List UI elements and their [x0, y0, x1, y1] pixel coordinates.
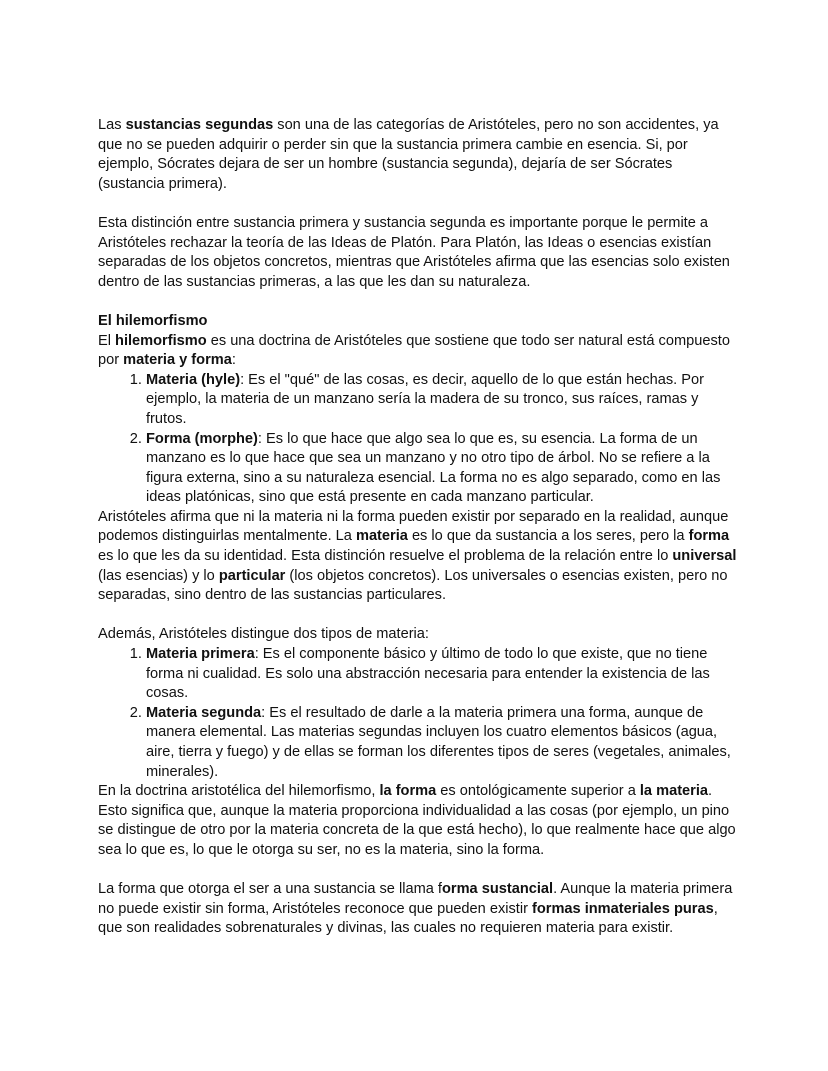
- paragraph-gap: [98, 606, 740, 626]
- paragraph-tipos-de-materia: Además, Aristóteles distingue dos tipos de materia:: [98, 626, 429, 643]
- paragraph-materia-forma-inseparables: Aristóteles afirma que ni la materia ni la forma pueden existir por separado en la realidad, aunque podemos distinguirlas mentalmente. La materia es lo que da sustancia a los seres, pero la forma es lo que les da su identidad. Esta distinción resuelve el problema de la relación entre lo universal (las esencias) y lo particular (los objetos concretos). Los universales o esencias existen, pero no separadas, sino dentro de las sustancias particulares.: [98, 508, 737, 604]
- paragraph-forma-superior: En la doctrina aristotélica del hilemorfismo, la forma es ontológicamente superior a la materia. Esto significa que, aunque la materia proporciona individualidad a las cosas (por ejemplo, un pino se distingue de otro por la materia concreta de la que está hecho), lo que realmente hace que algo sea lo que es, lo que le otorga su ser, no es la materia, sino la forma.: [98, 783, 736, 858]
- list-tipos-de-materia: [98, 645, 740, 782]
- paragraph-sustancias-segundas: Las sustancias segundas son una de las categorías de Aristóteles, pero no son accidentes, ya que no se pueden adquirir o perder sin que la sustancia primera cambie en esencia. Si, por ejemplo, Sócrates dejara de ser un hombre (sustancia segunda), dejaría de ser Sócrates (sustancia primera).: [98, 117, 719, 192]
- paragraph-forma-sustancial: La forma que otorga el ser a una sustancia se llama forma sustancial. Aunque la materia primera no puede existir sin forma, Aristóteles reconoce que pueden existir formas inmateriales puras, que son realidades sobrenaturales y divinas, las cuales no requieren materia para existir.: [98, 881, 733, 937]
- list-item-materia-hyle: 1. Materia (hyle): Es el "qué" de las cosas, es decir, aquello de lo que están hechas. Por ejemplo, la materia de un manzano sería la madera de su tronco, sus raíces, ramas y frutos.: [146, 371, 740, 430]
- list-item-forma-morphe: 2. Forma (morphe): Es lo que hace que algo sea lo que es, su esencia. La forma de un manzano es lo que hace que sea un manzano y no otro tipo de árbol. No se refiere a la figura externa, sino a su naturaleza esencial. La forma no es algo separado, como en las ideas platónicas, sino que está presente en cada manzano particular.: [146, 430, 740, 508]
- term-sustancias-segundas: sustancias segundas: [125, 117, 274, 133]
- paragraph-hilemorfismo-definition: El hilemorfismo es una doctrina de Aristóteles que sostiene que todo ser natural está compuesto por materia y forma:: [98, 332, 730, 369]
- list-item-materia-primera: 1. Materia primera: Es el componente básico y último de todo lo que existe, que no tiene forma ni cualidad. Es solo una abstracción necesaria para entender la existencia de las cosas.: [146, 645, 740, 704]
- document-body: [98, 116, 740, 939]
- paragraph-distincion: Esta distinción entre sustancia primera y sustancia segunda es importante porque le permite a Aristóteles rechazar la teoría de las Ideas de Platón. Para Platón, las Ideas o esencias existían separadas de los objetos concretos, mientras que Aristóteles afirma que las esencias solo existen dentro de las sustancias primeras, a las que les dan su naturaleza.: [98, 214, 730, 290]
- term-hilemorfismo: hilemorfismo: [115, 332, 207, 349]
- term-materia-y-forma: materia y forma: [123, 352, 232, 369]
- list-materia-forma: [98, 371, 740, 508]
- paragraph-gap: [98, 292, 740, 312]
- paragraph-gap: [98, 194, 740, 214]
- list-item-materia-segunda: 2. Materia segunda: Es el resultado de darle a la materia primera una forma, aunque de manera elemental. Las materias segundas incluyen los cuatro elementos básicos (agua, aire, tierra y fuego) y de ellas se forman los diferentes tipos de seres (vegetales, animales, minerales).: [146, 704, 740, 782]
- section-heading-hilemorfismo: El hilemorfismo: [98, 312, 208, 329]
- paragraph-gap: [98, 861, 740, 881]
